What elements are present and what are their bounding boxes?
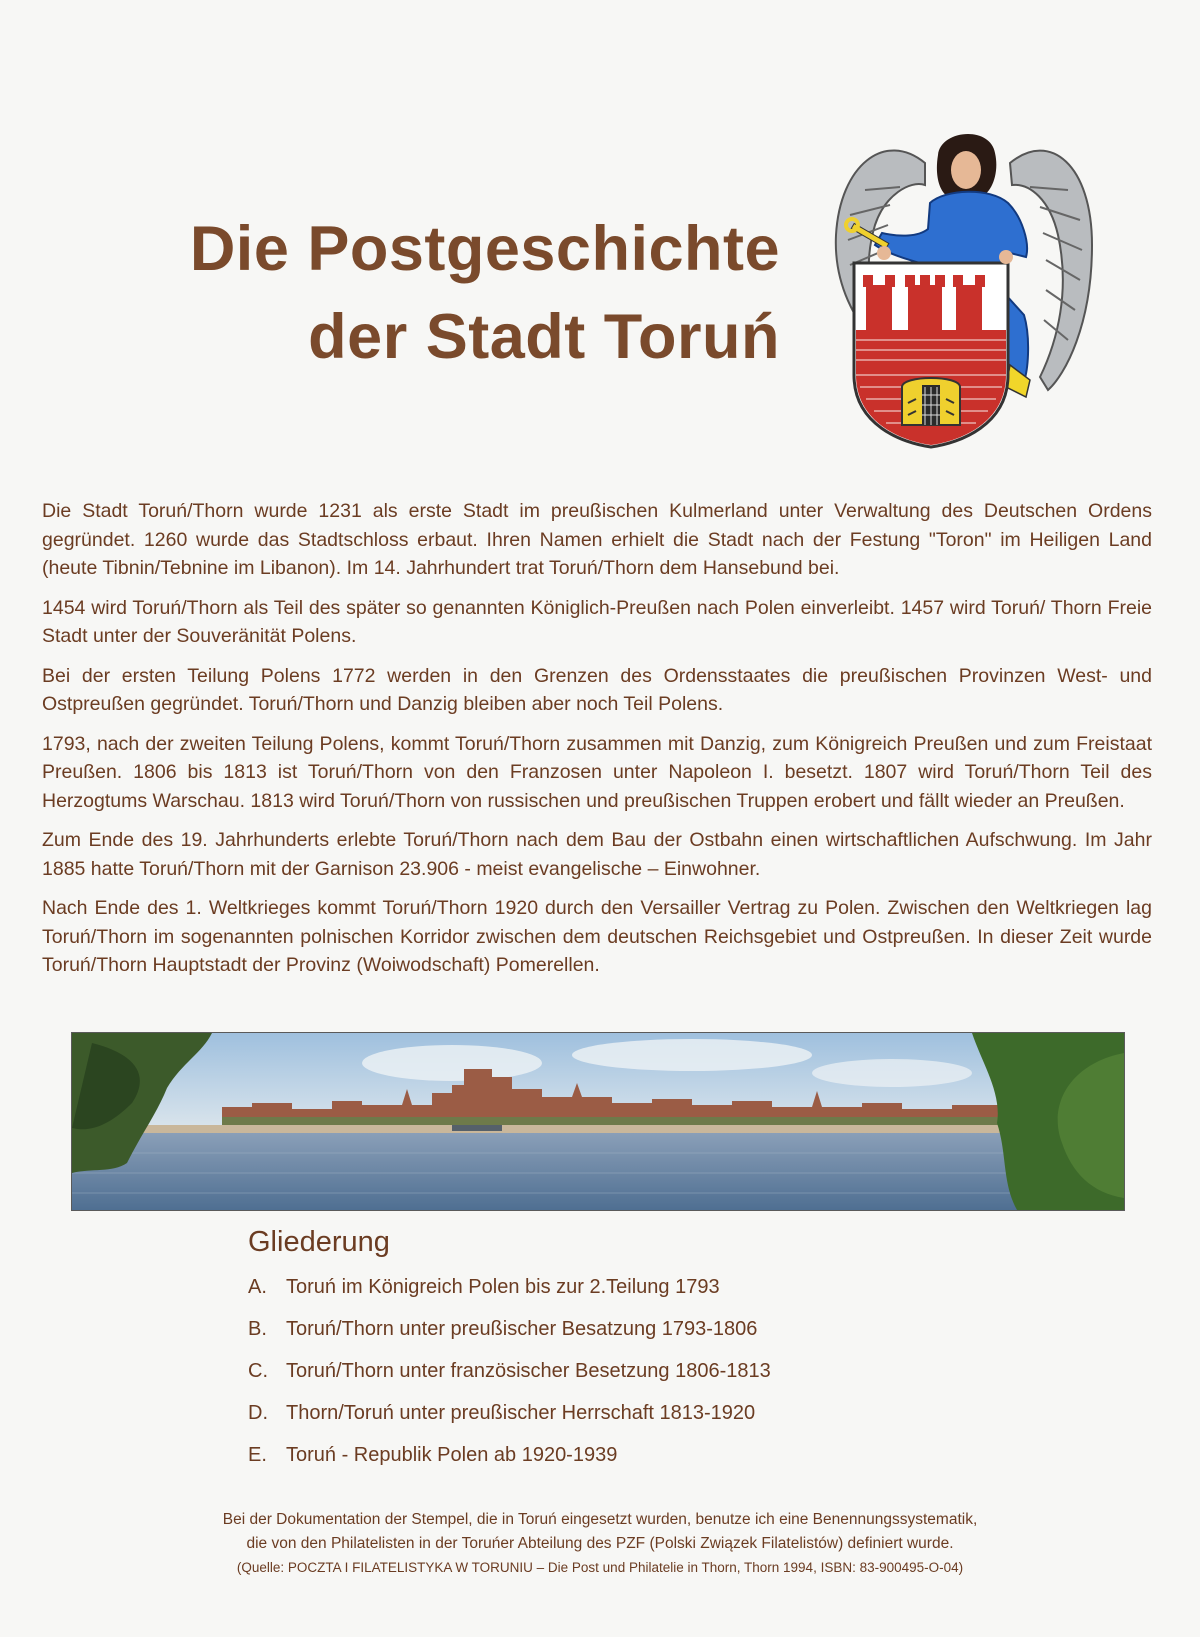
footer-line-1: Bei der Dokumentation der Stempel, die in Toruń eingesetzt wurden, benutze ich eine Benennungssystematik, <box>222 1511 978 1528</box>
torun-coat-of-arms-icon <box>830 125 1095 450</box>
page-title <box>190 205 780 381</box>
title-line-2: der Stadt Toruń <box>308 302 780 372</box>
footer-source: (Quelle: POCZTA I FILATELISTYKA W TORUNIU – Die Post und Philatelie in Thorn, Thorn 1994, ISBN: 83-900495-O-04) <box>236 1560 964 1575</box>
paragraph-1793: 1793, nach der zweiten Teilung Polens, kommt Toruń/Thorn zusammen mit Danzig, zum Königreich Preußen und zum Freistaat Preußen. 1806 bis 1813 ist Toruń/Thorn von den Franzosen unter Napoleon I. besetzt. 1807 wird Toruń/Thorn Teil des Herzogtums Warschau. 1813 wird Toruń/Thorn von russischen und preußischen Truppen erobert und fällt wieder an Preußen. <box>42 732 1152 812</box>
outline-letter: B. <box>248 1318 267 1340</box>
outline-item-c <box>248 1360 771 1402</box>
paragraph-1454: 1454 wird Toruń/Thorn als Teil des später so genannten Königlich-Preußen nach Polen einverleibt. 1457 wird Toruń/ Thorn Freie Stadt unter der Souveränität Polens. <box>42 596 1152 647</box>
outline-item-b <box>248 1318 771 1360</box>
outline-list <box>248 1276 771 1486</box>
outline-letter: D. <box>248 1402 268 1424</box>
outline-text: Toruń - Republik Polen ab 1920-1939 <box>286 1444 618 1466</box>
outline-text: Toruń/Thorn unter französischer Besetzung 1806-1813 <box>286 1360 771 1382</box>
outline-letter: C. <box>248 1360 268 1382</box>
outline-text: Toruń/Thorn unter preußischer Besatzung 1793-1806 <box>286 1318 758 1340</box>
title-line-1: Die Postgeschichte <box>189 214 780 284</box>
panorama-photo <box>71 1032 1125 1211</box>
outline-heading: Gliederung <box>248 1226 390 1258</box>
paragraph-1920: Nach Ende des 1. Weltkrieges kommt Toruń/Thorn 1920 durch den Versailler Vertrag zu Polen. Zwischen den Weltkriegen lag Toruń/Thorn im sogenannten polnischen Korridor zwischen dem deutschen Reichsgebiet und Ostpreußen. In dieser Zeit wurde Toruń/Thorn Hauptstadt der Provinz (Woiwodschaft) Pomerellen. <box>42 897 1152 976</box>
outline-item-e <box>248 1444 771 1486</box>
outline-item-d <box>248 1402 771 1444</box>
outline-text: Toruń im Königreich Polen bis zur 2.Teilung 1793 <box>286 1276 720 1298</box>
footer-line-2: die von den Philatelisten in der Toruńer Abteilung des PZF (Polski Związek Filatelistów) definiert wurde. <box>246 1535 954 1552</box>
paragraph-founding: Die Stadt Toruń/Thorn wurde 1231 als erste Stadt im preußischen Kulmerland unter Verwaltung des Deutschen Ordens gegründet. 1260 wurde das Stadtschloss erbaut. Ihren Namen erhielt die Stadt nach der Festung "Toron" im Heiligen Land (heute Tibnin/Tebnine im Libanon). Im 14. Jahrhundert trat Toruń/Thorn dem Hansebund bei. <box>42 500 1152 579</box>
paragraph-1772: Bei der ersten Teilung Polens 1772 werden in den Grenzen des Ordensstaates die preußischen Provinzen West- und Ostpreußen gegründet. Toruń/Thorn und Danzig bleiben aber noch Teil Polens. <box>42 664 1152 715</box>
outline-text: Thorn/Toruń unter preußischer Herrschaft 1813-1920 <box>286 1402 756 1424</box>
body-text <box>42 497 1152 991</box>
footer-note <box>0 1508 1200 1580</box>
paragraph-19th-century: Zum Ende des 19. Jahrhunderts erlebte Toruń/Thorn nach dem Bau der Ostbahn einen wirtschaftlichen Aufschwung. Im Jahr 1885 hatte Toruń/Thorn mit der Garnison 23.906 - meist evangelische – Einwohner. <box>42 829 1152 880</box>
outline-letter: E. <box>248 1444 267 1466</box>
outline-item-a <box>248 1276 771 1318</box>
outline-letter: A. <box>248 1276 267 1298</box>
panorama-image-icon <box>72 1033 1124 1210</box>
